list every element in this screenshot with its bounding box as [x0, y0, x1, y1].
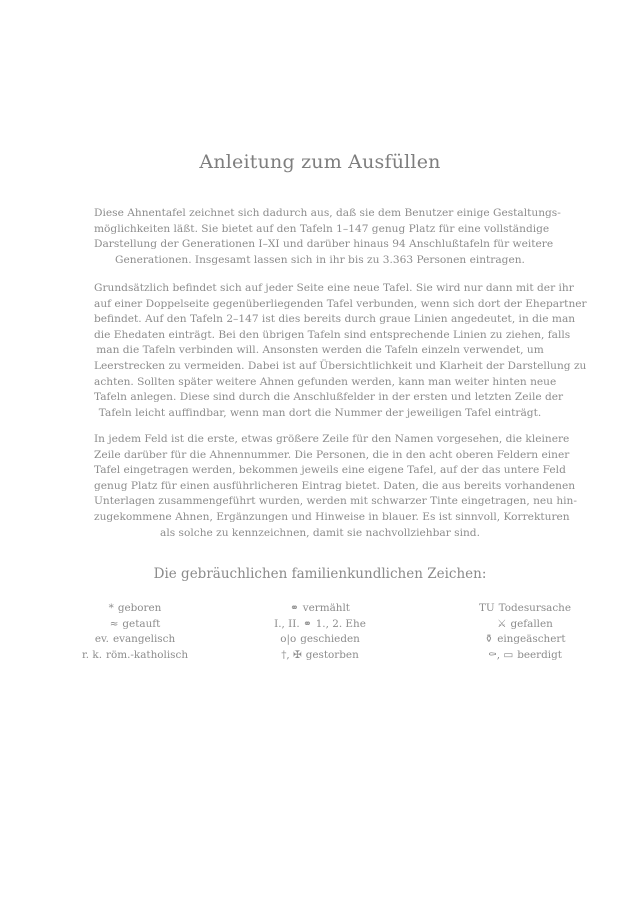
sign-entry	[245, 617, 395, 633]
text-line: man die Tafeln verbinden will. Ansonsten werden die Tafeln einzeln verwendet, um	[96, 344, 544, 357]
text-line: In jedem Feld ist die erste, etwas größere Zeile für den Namen vorgesehen, die kleinere	[94, 433, 570, 445]
text-line: Zeile darüber für die Ahnennummer. Die Personen, die in den acht oberen Feldern einer	[94, 448, 570, 461]
signs-column-1	[60, 601, 210, 663]
text-line: auf einer Doppelseite gegenüberliegenden Tafel verbunden, wenn sich dort der Ehepartner	[94, 297, 587, 310]
sign-label: gestorben	[305, 648, 359, 661]
text-line: achten. Sollten später weitere Ahnen gefunden werden, kann man weiter hinten neue	[94, 375, 557, 388]
sign-entry	[450, 632, 600, 648]
sign-symbol: ≈	[109, 617, 119, 630]
text-line: die Ehedaten einträgt. Bei den übrigen Tafeln sind entsprechende Linien zu ziehen, falls	[94, 328, 571, 341]
text-line: Diese Ahnentafel zeichnet sich dadurch aus, daß sie dem Benutzer einige Gestaltungs-	[94, 207, 561, 219]
sign-entry	[245, 632, 395, 648]
text-line: als solche zu kennzeichnen, damit sie nachvollziehbar sind.	[160, 526, 480, 539]
text-line: Tafeln anlegen. Diese sind durch die Anschlußfelder in der ersten und letzten Zeile der	[94, 391, 564, 404]
page-title: Anleitung zum Ausfüllen	[199, 151, 441, 173]
sign-entry	[245, 601, 395, 617]
signs-heading: Die gebräuchlichen familienkundlichen Zeichen:	[153, 566, 487, 582]
text-line: Tafel eingetragen werden, bekommen jeweils eine eigene Tafel, auf der das untere Feld	[94, 464, 566, 477]
sign-label: röm.-katholisch	[106, 648, 189, 661]
sign-entry	[450, 601, 600, 617]
sign-symbol: ⚔	[497, 617, 507, 630]
text-line: Grundsätzlich befindet sich auf jeder Seite eine neue Tafel. Sie wird nur dann mit der ihr	[94, 282, 574, 294]
sign-symbol: †, ✠	[281, 648, 302, 661]
sign-label: geschieden	[300, 633, 360, 645]
text-line: Unterlagen zusammengeführt wurden, werden mit schwarzer Tinte eingetragen, neu hin-	[94, 495, 577, 508]
text-line: befindet. Auf den Tafeln 2–147 ist dies bereits durch graue Linien angedeutet, in die man	[94, 313, 576, 326]
text-line: möglichkeiten läßt. Sie bietet auf den Tafeln 1–147 genug Platz für eine vollständige	[94, 222, 550, 235]
sign-entry	[60, 632, 210, 648]
sign-symbol: TU	[478, 602, 495, 614]
sign-label: Todesursache	[498, 602, 572, 614]
sign-label: 1., 2. Ehe	[315, 617, 366, 630]
sign-label: gefallen	[510, 617, 553, 630]
sign-entry	[60, 617, 210, 633]
sign-label: eingeäschert	[497, 633, 566, 645]
paragraph-layout	[94, 281, 587, 421]
sign-entry	[60, 648, 210, 664]
signs-column-2	[245, 601, 395, 663]
text-line: Leerstrecken zu vermeiden. Dabei ist auf Übersichtlichkeit und Klarheit der Darstellung zu	[94, 359, 587, 372]
sign-symbol: ev.	[94, 633, 109, 645]
sign-label: getauft	[122, 617, 161, 630]
sign-symbol: ⚰, ▭	[488, 648, 514, 661]
sign-label: evangelisch	[112, 633, 176, 645]
sign-label: geboren	[117, 602, 162, 614]
sign-entry	[450, 617, 600, 633]
sign-symbol: r. k.	[81, 648, 103, 661]
sign-symbol: I., II. ⚭	[274, 617, 312, 630]
sign-entry	[450, 648, 600, 664]
sign-symbol: ⚭	[290, 602, 299, 614]
sign-label: beerdigt	[517, 648, 562, 661]
sign-symbol: o|o	[280, 633, 297, 645]
text-line: Generationen. Insgesamt lassen sich in ihr bis zu 3.363 Personen eintragen.	[115, 253, 525, 266]
sign-entry	[245, 648, 395, 664]
sign-label: vermählt	[302, 602, 350, 614]
text-line: Tafeln leicht auffindbar, wenn man dort die Nummer der jeweiligen Tafel einträgt.	[98, 406, 542, 419]
sign-symbol: *	[108, 602, 114, 614]
sign-symbol: ⚱	[484, 633, 494, 645]
signs-column-3	[450, 601, 600, 663]
text-line: Darstellung der Generationen I–XI und darüber hinaus 94 Anschlußtafeln für weitere	[94, 238, 554, 251]
text-line: genug Platz für einen ausführlicheren Eintrag bietet. Daten, die aus bereits vorhandenen	[94, 479, 576, 492]
paragraph-fields	[94, 432, 577, 541]
paragraph-intro	[94, 206, 561, 268]
text-line: zugekommene Ahnen, Ergänzungen und Hinweise in blauer. Es ist sinnvoll, Korrekturen	[94, 510, 570, 523]
sign-entry	[60, 601, 210, 617]
